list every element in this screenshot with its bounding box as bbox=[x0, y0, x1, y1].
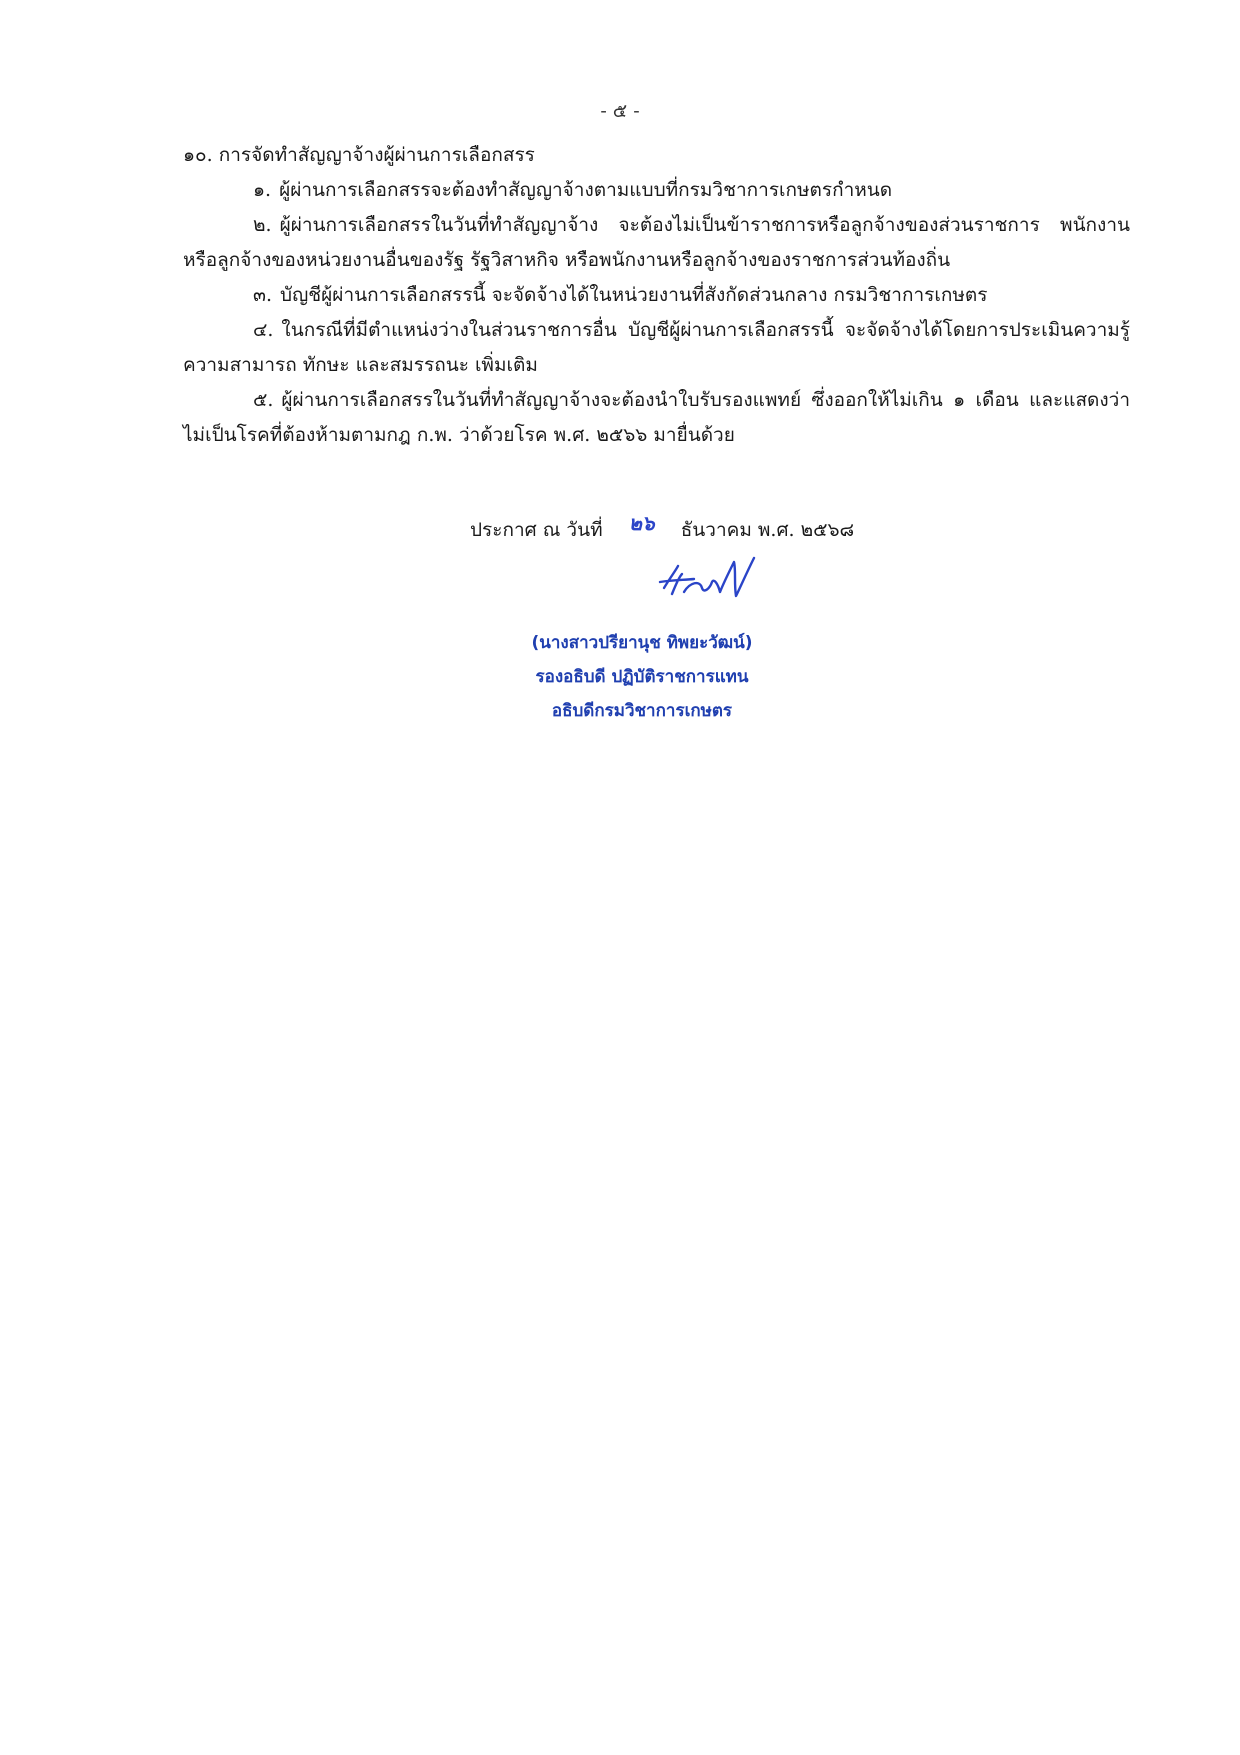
signer-position: รองอธิบดี ปฏิบัติราชการแทน bbox=[535, 667, 749, 687]
signature-image bbox=[650, 548, 770, 618]
item-text: ผู้ผ่านการเลือกสรรในวันที่ทำสัญญาจ้าง จะต้องไม่เป็นข้าราชการหรือลูกจ้างของส่วนราชการ พนักงานหรือลูกจ้างของหน่วยงานอื่นของรัฐ รัฐวิสาหกิจ หรือพนักงานหรือลูกจ้างของราชการส่วนท้องถิ่น bbox=[183, 214, 1130, 271]
announcement-suffix: ธันวาคม พ.ศ. ๒๕๖๘ bbox=[680, 519, 855, 541]
item-number: ๓. bbox=[253, 284, 273, 306]
item-text: บัญชีผู้ผ่านการเลือกสรรนี้ จะจัดจ้างได้ในหน่วยงานที่สังกัดส่วนกลาง กรมวิชาการเกษตร bbox=[280, 284, 988, 306]
item-text: ผู้ผ่านการเลือกสรรจะต้องทำสัญญาจ้างตามแบบที่กรมวิชาการเกษตรกำหนด bbox=[279, 179, 893, 201]
item-text: ผู้ผ่านการเลือกสรรในวันที่ทำสัญญาจ้างจะต้องนำใบรับรองแพทย์ ซึ่งออกให้ไม่เกิน ๑ เดือน และแสดงว่าไม่เป็นโรคที่ต้องห้ามตามกฎ ก.พ. ว่าด้วยโรค พ.ศ. ๒๕๖๖ มายื่นด้วย bbox=[183, 389, 1130, 446]
document-body bbox=[183, 138, 1130, 453]
item-number: ๒. bbox=[253, 214, 272, 236]
item-number: ๕. bbox=[253, 389, 274, 411]
item-number: ๔. bbox=[253, 319, 274, 341]
page-number: - ๕ - bbox=[600, 100, 640, 122]
list-item bbox=[183, 173, 1130, 208]
section-heading: ๑๐. การจัดทำสัญญาจ้างผู้ผ่านการเลือกสรร bbox=[183, 144, 535, 166]
list-item bbox=[183, 278, 1130, 313]
list-item bbox=[183, 313, 1130, 383]
signer-block bbox=[0, 626, 1240, 728]
signer-organization: อธิบดีกรมวิชาการเกษตร bbox=[551, 701, 733, 721]
list-item bbox=[183, 383, 1130, 453]
item-text: ในกรณีที่มีตำแหน่งว่างในส่วนราชการอื่น บัญชีผู้ผ่านการเลือกสรรนี้ จะจัดจ้างได้โดยการประเมินความรู้ความสามารถ ทักษะ และสมรรถนะ เพิ่มเติม bbox=[183, 319, 1130, 376]
signer-name: (นางสาวปรียานุช ทิพยะวัฒน์) bbox=[531, 633, 753, 653]
list-item bbox=[183, 208, 1130, 278]
announcement-prefix: ประกาศ ณ วันที่ bbox=[470, 519, 603, 541]
handwritten-day: ๒๖ bbox=[628, 511, 655, 535]
item-number: ๑. bbox=[253, 179, 272, 201]
announcement-date bbox=[470, 506, 854, 547]
